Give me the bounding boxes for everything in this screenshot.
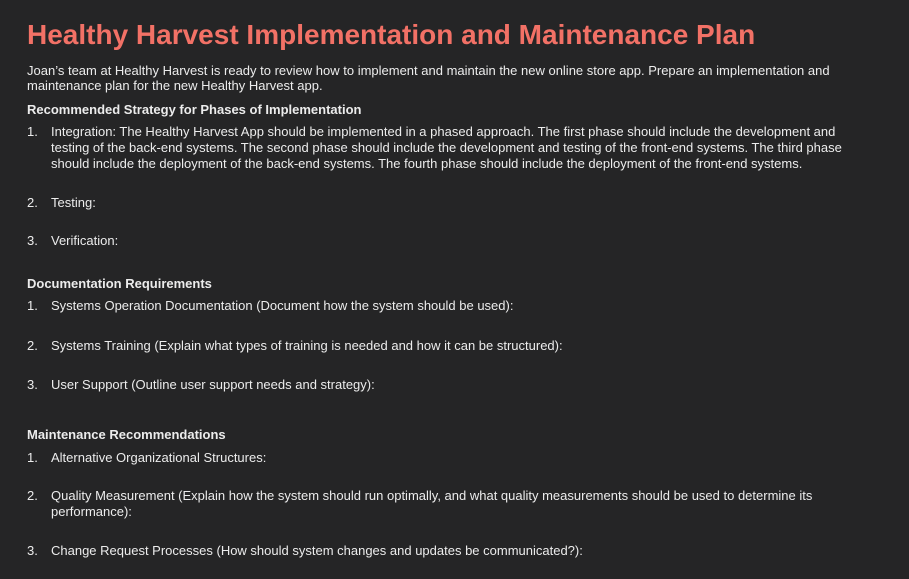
list-item-text: Systems Operation Documentation (Document how the system should be used): xyxy=(51,298,514,313)
list-item-text: User Support (Outline user support needs and strategy): xyxy=(51,377,375,392)
list-item-text: Alternative Organizational Structures: xyxy=(51,450,267,465)
list-number: 1. xyxy=(27,124,38,139)
list-item xyxy=(27,233,877,249)
list-number: 2. xyxy=(27,338,38,353)
list-item xyxy=(27,543,877,559)
list-item xyxy=(27,450,877,466)
list-item xyxy=(27,124,877,172)
list-item xyxy=(27,377,877,393)
list-item xyxy=(27,488,877,520)
intro-paragraph: Joan’s team at Healthy Harvest is ready to review how to implement and maintain the new online store app. Prepare an implementation and maintenance plan for the new Healthy Harvest app. xyxy=(27,63,830,93)
list-item-text: Testing: xyxy=(51,195,96,210)
section-heading-implementation-phases: Recommended Strategy for Phases of Implementation xyxy=(27,102,362,117)
list-item xyxy=(27,298,877,314)
list-number: 2. xyxy=(27,488,38,503)
list-item-text: Quality Measurement (Explain how the system should run optimally, and what quality measurements should be used to determine its performance): xyxy=(51,488,813,519)
list-number: 1. xyxy=(27,450,38,465)
section-heading-documentation: Documentation Requirements xyxy=(27,276,212,291)
list-number: 3. xyxy=(27,233,38,248)
section-heading-maintenance: Maintenance Recommendations xyxy=(27,427,226,442)
list-number: 3. xyxy=(27,377,38,392)
page-title: Healthy Harvest Implementation and Maintenance Plan xyxy=(27,19,756,50)
list-number: 1. xyxy=(27,298,38,313)
list-number: 3. xyxy=(27,543,38,558)
list-item-text: Systems Training (Explain what types of training is needed and how it can be structured): xyxy=(51,338,563,353)
list-item-text: Verification: xyxy=(51,233,119,248)
list-item xyxy=(27,338,877,354)
list-item-text: Change Request Processes (How should system changes and updates be communicated?): xyxy=(51,543,583,558)
list-item xyxy=(27,195,877,211)
list-number: 2. xyxy=(27,195,38,210)
list-item-text: Integration: The Healthy Harvest App should be implemented in a phased approach. The first phase should include the development and testing of the back-end systems. The second phase should include the development and testing of the front-end systems. The third phase should include the deployment of the back-end systems. The fourth phase should include the deployment of the front-end systems. xyxy=(51,124,842,171)
